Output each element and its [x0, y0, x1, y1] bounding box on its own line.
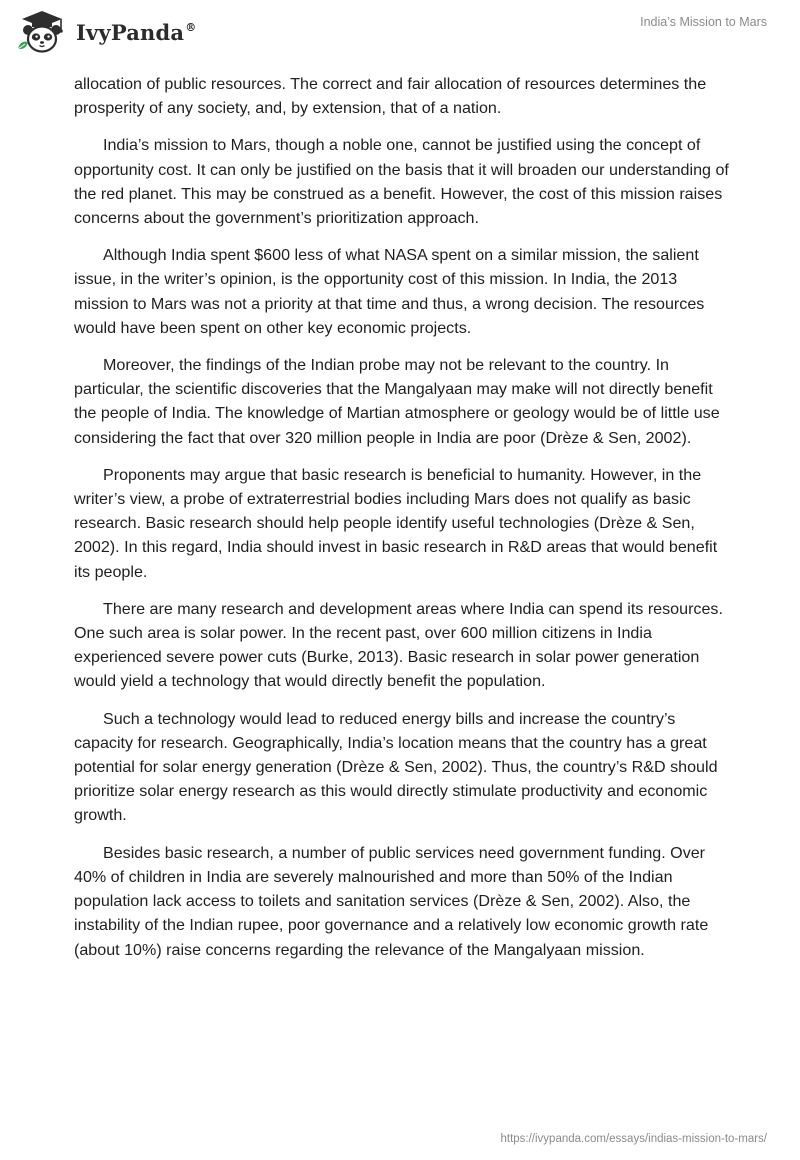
ivypanda-logo[interactable] [14, 9, 196, 55]
logo-text [76, 20, 196, 45]
paragraph: Moreover, the findings of the Indian probe may not be relevant to the country. In particular, the scientific discoveries that the Mangalyaan may make will not directly benefit the people of India. The knowledge of Martian atmosphere or geology would be of little use considering the fact that over 320 million people in India are poor (Drèze & Sen, 2002). [74, 356, 720, 447]
page-header [0, 0, 800, 64]
paragraph: Although India spent $600 less of what NASA spent on a similar mission, the salient issue, in the writer’s opinion, is the opportunity cost of this mission. In India, the 2013 mission to Mars was not a priority at that time and thus, a wrong decision. The resources would have been spent on other key economic projects. [74, 246, 705, 337]
paragraph: There are many research and development areas where India can spend its resources. One such area is solar power. In the recent past, over 600 million citizens in India experienced severe power cuts (Burke, 2013). Basic research in solar power generation would yield a technology that would directly benefit the population. [74, 599, 723, 691]
registered-mark: ® [185, 20, 197, 34]
paragraph: Besides basic research, a number of public services need government funding. Over 40% of children in India are severely malnourished and more than 50% of the Indian population lack access to toilets and sanitation services (Drèze & Sen, 2002). Also, the instability of the Indian rupee, poor governance and a relatively low economic growth rate (about 10%) raise concerns regarding the relevance of the Mangalyaan mission. [74, 843, 709, 959]
paragraph: allocation of public resources. The correct and fair allocation of resources determines the prosperity of any society, and, by extension, that of a nation. [74, 75, 707, 118]
panda-graduate-icon [14, 9, 70, 55]
paragraph: India’s mission to Mars, though a noble one, cannot be justified using the concept of opportunity cost. It can only be justified on the basis that it will broaden our understanding of the red planet. This may be construed as a benefit. However, the cost of this mission raises concerns about the government’s prioritization approach. [74, 136, 729, 228]
essay-body [74, 72, 734, 975]
source-url-link[interactable]: https://ivypanda.com/essays/indias-mission-to-mars/ [500, 1133, 767, 1145]
paragraph: Such a technology would lead to reduced energy bills and increase the country’s capacity for research. Geographically, India’s location means that the country has a great potential for solar energy generation (Drèze & Sen, 2002). Thus, the country’s R&D should prioritize solar energy research as this would directly stimulate productivity and economic growth. [74, 709, 718, 825]
paragraph: Proponents may argue that basic research is beneficial to humanity. However, in the writer’s view, a probe of extraterrestrial bodies including Mars does not qualify as basic research. Basic research should help people identify useful technologies (Drèze & Sen, 2002). In this regard, India should invest in basic research in R&D areas that would benefit its people. [74, 465, 718, 581]
logo-wordmark: IvyPanda [76, 19, 185, 45]
document-title: India’s Mission to Mars [640, 15, 767, 29]
